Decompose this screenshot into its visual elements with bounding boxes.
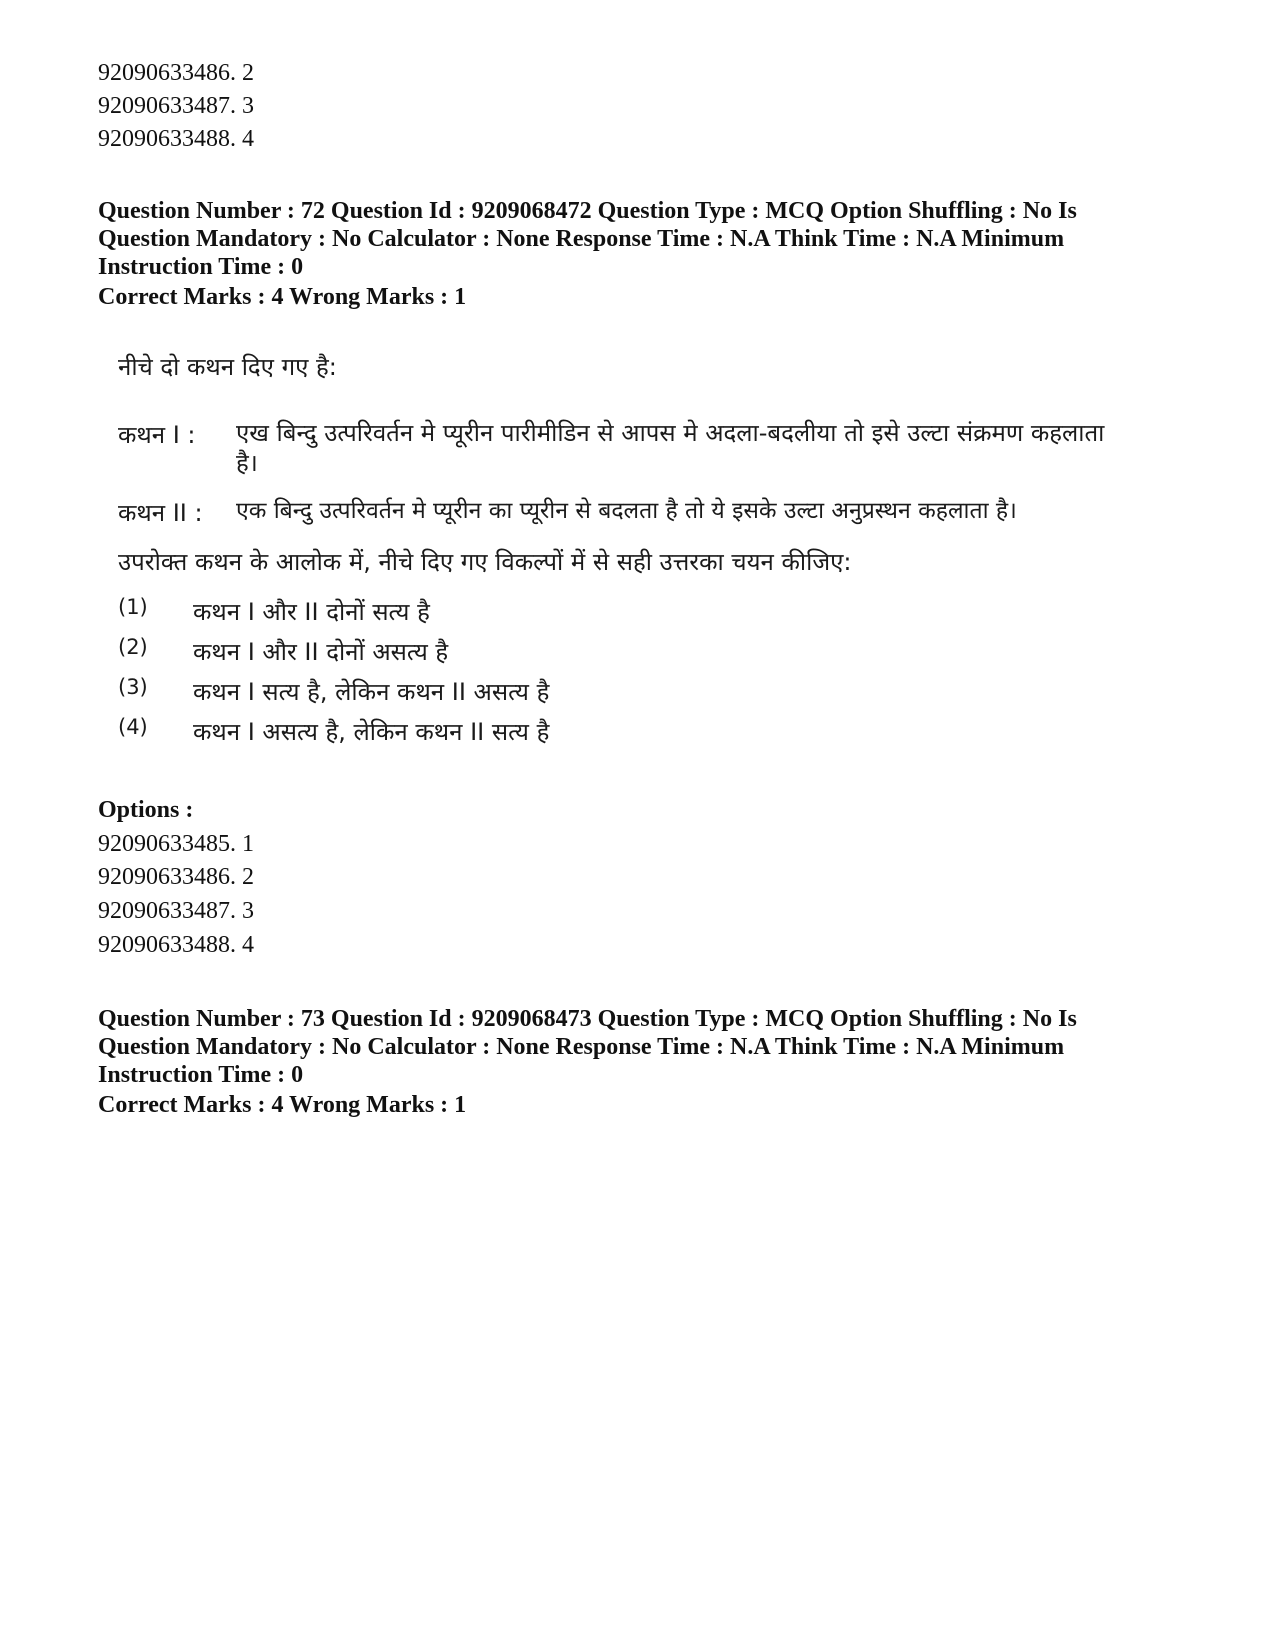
question-72-body: [118, 350, 1128, 780]
question-72-marks: Correct Marks : 4 Wrong Marks : 1: [98, 284, 467, 310]
question-73-marks: Correct Marks : 4 Wrong Marks : 1: [98, 1092, 467, 1118]
question-73-header-line-1: Question Number : 73 Question Id : 9209068473 Question Type : MCQ Option Shuffling : No Is: [98, 1006, 1077, 1032]
statement-2-text: एक बिन्दु उत्परिवर्तन मे प्यूरीन का प्यूरीन से बदलता है तो ये इसके उल्टा अनुप्रस्थन कहलाता है।: [236, 498, 1017, 524]
option-4: 92090633488. 4: [98, 932, 254, 958]
choice-4: [118, 715, 818, 747]
choice-2-text: कथन I और II दोनों असत्य है: [193, 638, 449, 666]
choice-3-number: (3): [118, 675, 148, 699]
option-1: 92090633485. 1: [98, 831, 254, 857]
prev-option-4: 92090633488. 4: [98, 126, 254, 152]
statement-2: [118, 496, 1128, 528]
question-instruction: उपरोक्त कथन के आलोक में, नीचे दिए गए विकल्पों में से सही उत्तरका चयन कीजिए:: [118, 548, 852, 576]
statement-1: [118, 418, 1128, 480]
statement-1-label: कथन I :: [118, 421, 196, 449]
choice-2: [118, 635, 818, 667]
prev-option-2: 92090633486. 2: [98, 60, 254, 86]
question-73-header-line-2: Question Mandatory : No Calculator : None Response Time : N.A Think Time : N.A Minimum: [98, 1034, 1065, 1060]
question-72-header-line-1: Question Number : 72 Question Id : 9209068472 Question Type : MCQ Option Shuffling : No Is: [98, 198, 1077, 224]
statement-1-text: एख बिन्दु उत्परिवर्तन मे प्यूरीन पारीमीडिन से आपस मे अदला-बदलीया तो इसे उल्टा संक्रमण कहलाता है।: [236, 419, 1105, 477]
prev-option-3: 92090633487. 3: [98, 93, 254, 119]
question-72-header-line-3: Instruction Time : 0: [98, 254, 304, 280]
choice-1-text: कथन I और II दोनों सत्य है: [193, 598, 430, 626]
choice-4-number: (4): [118, 715, 148, 739]
statement-2-label: कथन II :: [118, 499, 203, 527]
question-73-header: [98, 1005, 1188, 1089]
question-intro: नीचे दो कथन दिए गए है:: [118, 353, 337, 381]
choice-1-number: (1): [118, 595, 148, 619]
option-2: 92090633486. 2: [98, 864, 254, 890]
choice-3-text: कथन I सत्य है, लेकिन कथन II असत्य है: [193, 678, 550, 706]
question-73-header-line-3: Instruction Time : 0: [98, 1062, 304, 1088]
question-72-header: [98, 197, 1188, 281]
choice-4-text: कथन I असत्य है, लेकिन कथन II सत्य है: [193, 718, 550, 746]
options-title: Options :: [98, 797, 194, 823]
question-72-header-line-2: Question Mandatory : No Calculator : None Response Time : N.A Think Time : N.A Minimum: [98, 226, 1065, 252]
choice-1: [118, 595, 818, 627]
choice-3: [118, 675, 818, 707]
choice-2-number: (2): [118, 635, 148, 659]
option-3: 92090633487. 3: [98, 898, 254, 924]
